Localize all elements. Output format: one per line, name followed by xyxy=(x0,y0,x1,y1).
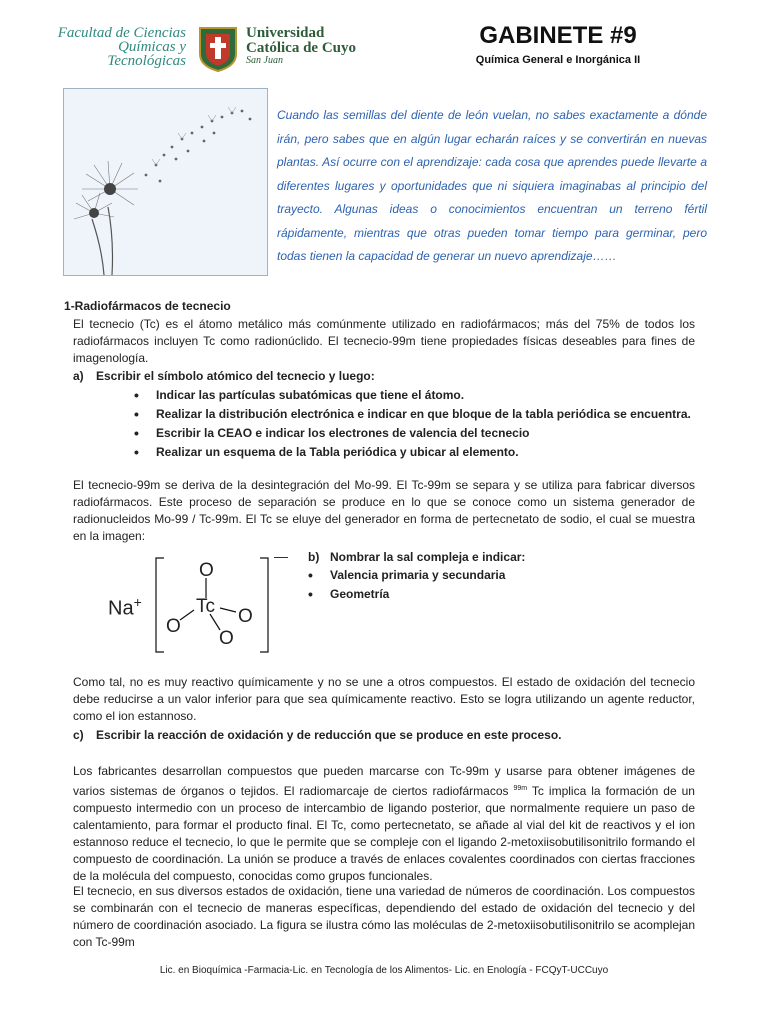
question-b-text: Nombrar la sal compleja e indicar: xyxy=(330,550,526,564)
question-a-bullets xyxy=(156,386,696,462)
technetium-center: Tc xyxy=(196,596,215,617)
list-item: • Valencia primaria y secundaria xyxy=(330,566,690,585)
question-a-text: Escribir el símbolo atómico del tecnecio y luego: xyxy=(96,369,375,383)
list-item: • Realizar la distribución electrónica e indicar en que bloque de la tabla periódica se encuentra. xyxy=(156,405,696,424)
paragraph-4-part-1: Los fabricantes desarrollan compuestos que pueden marcarse con Tc-99m y usarse para obtener imágenes de varios sistemas de órganos o tejidos. El radiomarcaje de ciertos radiofármacos xyxy=(73,764,695,798)
cation-symbol: Na xyxy=(108,597,134,620)
faculty-line-2: Químicas y xyxy=(118,39,186,55)
faculty-line-1: Facultad de Ciencias xyxy=(57,25,186,41)
paragraph-5: El tecnecio, en sus diversos estados de oxidación, tiene una variedad de números de coordinación. Los compuestos se combinarán con el tecnecio de maneras específicas, dependiendo del estado de oxidación del tecnecio y del número de coordinación asociado. La figura se ilustra cómo las moléculas de 2-metoxiisobutilisonitrilo se acomplejan con Tc-99m xyxy=(73,884,695,949)
document-subtitle: Química General e Inorgánica II xyxy=(475,54,641,66)
intro-quote: Cuando las semillas del diente de león vuelan, no sabes exactamente a dónde irán, pero sabes que en algún lugar echarán raíces y se convertirán en nuevas plantas. Así ocurre con el aprendizaje: cada cosa que aprendes puede llevarte a diferentes lugares y oportunidades que ni siquiera imaginabas al principio del trayecto. Algunas ideas o conocimientos encuentran un terreno fértil rápidamente, mientras que otras pueden tomar tiempo para germinar, pero todas tienen la capacidad de generar un nuevo aprendizaje…… xyxy=(277,108,707,263)
question-c-text: Escribir la reacción de oxidación y de reducción que se produce en este proceso. xyxy=(96,728,562,742)
list-item: • Realizar un esquema de la Tabla periódica y ubicar al elemento. xyxy=(156,443,696,462)
paragraph-4 xyxy=(73,763,695,885)
university-name xyxy=(246,26,356,56)
isotope-superscript: 99m xyxy=(513,785,528,792)
pertechnetate-structure xyxy=(100,548,300,664)
oxygen-right: O xyxy=(238,606,253,627)
university-shield-icon xyxy=(198,26,238,72)
oxygen-top: O xyxy=(199,560,214,581)
paragraph-2: El tecnecio-99m se deriva de la desintegración del Mo-99. El Tc-99m se separa y se utiliza para fabricar diversos radiofármacos. Este proceso de separación se produce en lo que se conoce como un sistema generador de radionucleidos Mo-99 / Tc-99m. El Tc se eluye del generador en forma de pertecnetato de sodio, el cual se muestra en la imagen: xyxy=(73,478,695,543)
university-line-1: Universidad xyxy=(246,25,325,41)
page-footer: Lic. en Bioquímica -Farmacia-Lic. en Tecnología de los Alimentos- Lic. en Enología - FCQyT-UCCuyo xyxy=(159,965,609,976)
list-item: • Geometría xyxy=(330,585,690,604)
paragraph-1: El tecnecio (Tc) es el átomo metálico más comúnmente utilizado en radiofármacos; más del 75% de todos los radiofármacos incluyen Tc como radionúclido. El tecnecio-99m tiene propiedades físicas deseables para fines de imagenología. xyxy=(73,317,695,365)
dandelion-illustration xyxy=(63,88,268,276)
list-item: • Escribir la CEAO e indicar los electrones de valencia del tecnecio xyxy=(156,424,696,443)
faculty-line-3: Tecnológicas xyxy=(107,53,186,69)
paragraph-3: Como tal, no es muy reactivo químicamente y no se une a otros compuestos. El estado de oxidación del tecnecio debe reducirse a un valor inferior para que sea químicamente reactivo. Esto se logra utilizando un agente reductor, como el ion estannoso. xyxy=(73,675,695,723)
question-a-label: a) xyxy=(73,369,84,383)
university-line-2: Católica de Cuyo xyxy=(246,40,356,56)
section-title: -Radiofármacos de tecnecio xyxy=(70,299,231,313)
section-heading xyxy=(64,298,231,315)
university-city: San Juan xyxy=(246,55,283,66)
question-b-bullets xyxy=(330,566,690,604)
section-number: 1 xyxy=(64,299,71,313)
document-title: GABINETE #9 xyxy=(479,22,637,49)
cation-charge: + xyxy=(133,594,142,610)
paragraph-4-part-2: Tc implica la formación de un compuesto intermedio con un proceso de intercambio de ligando posterior, que normalmente requiere un paso de calentamiento, para formar el producto final. El Tc, como pertecnetato, se añade al vial del kit de reactivos y el ion estannoso reduce el tecnecio, lo que le permite que se compleje con el ligando 2-metoxiisobutilisonitrilo formando el compuesto de coordinación. La unión se produce a través de enlaces covalentes coordinados con ciertas fracciones de la molécula del compuesto, conocidas como grupos funcionales. xyxy=(73,784,695,883)
question-b-label: b) xyxy=(308,550,320,564)
list-item: • Indicar las partículas subatómicas que tiene el átomo. xyxy=(156,386,696,405)
anion-charge: — xyxy=(274,548,288,564)
oxygen-left: O xyxy=(166,616,181,637)
question-c-label: c) xyxy=(73,728,84,742)
faculty-logo-text xyxy=(56,26,186,68)
oxygen-bottom: O xyxy=(219,628,234,649)
